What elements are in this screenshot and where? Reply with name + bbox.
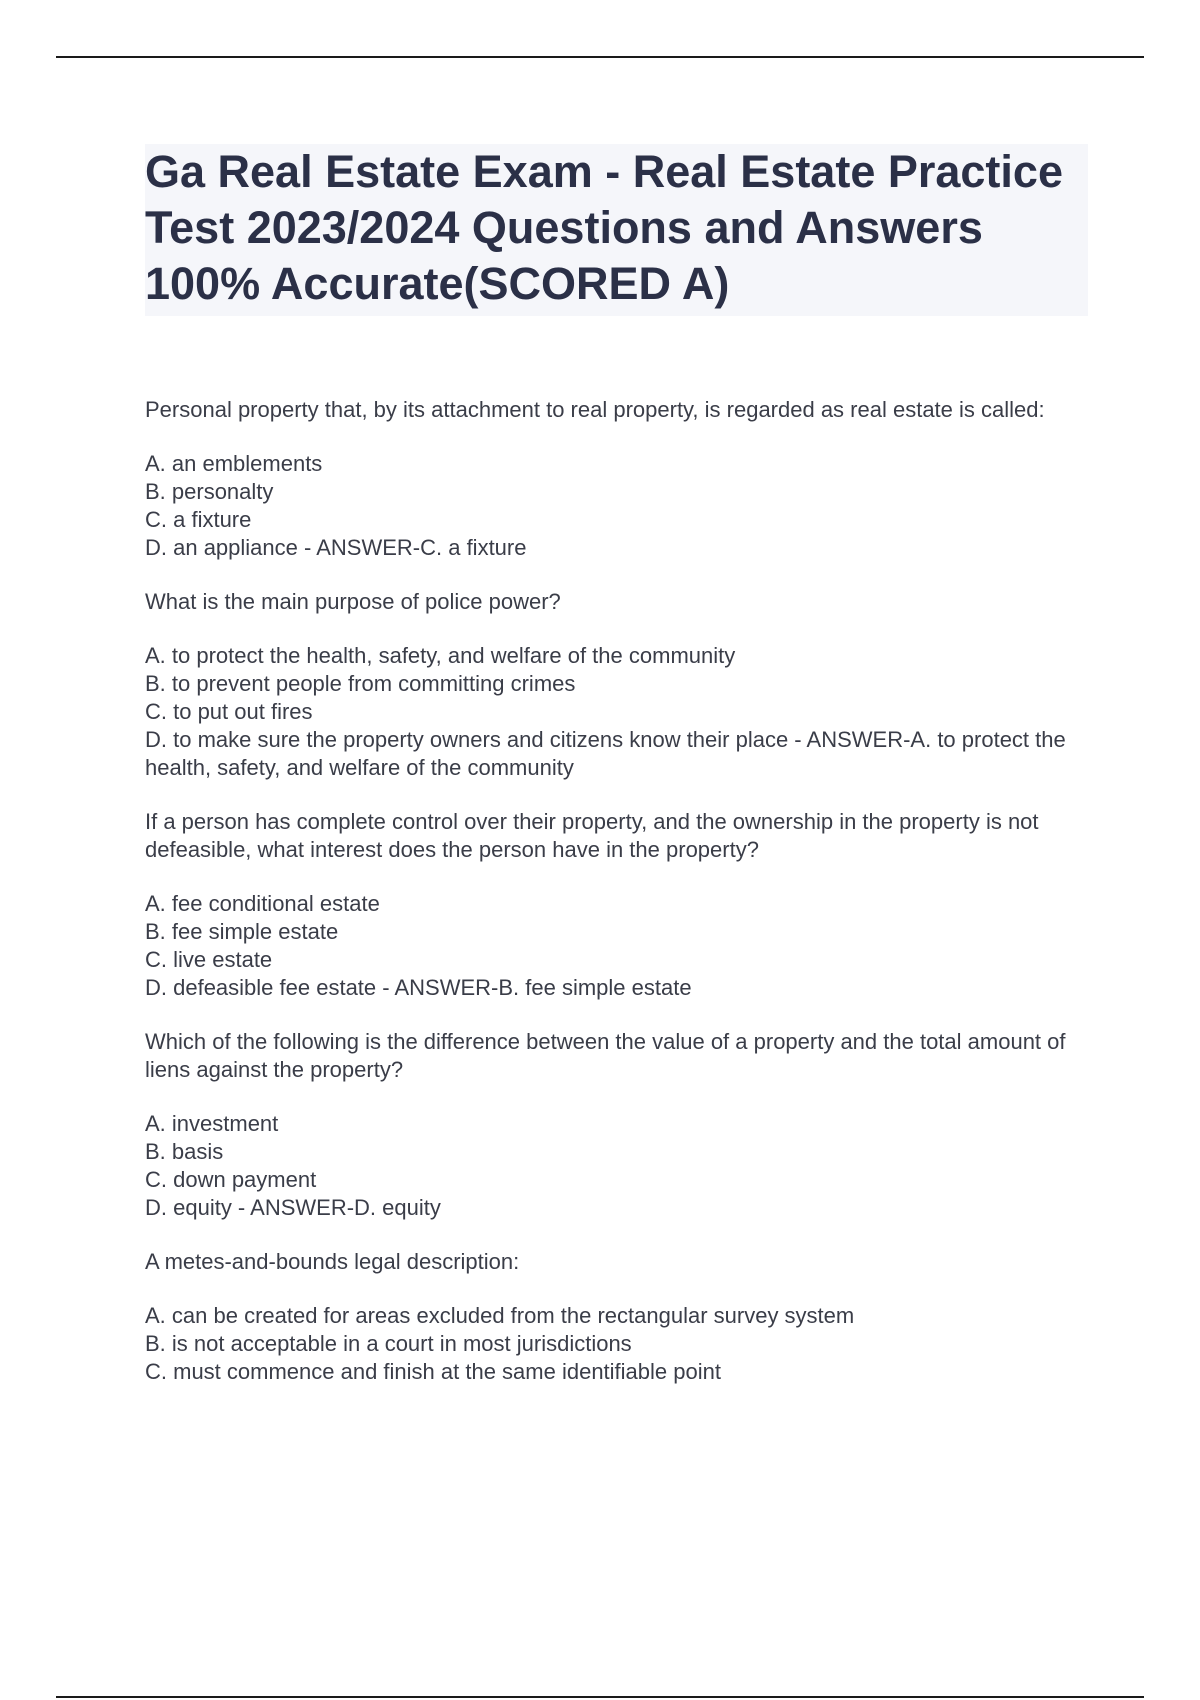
- option-b: B. personalty: [145, 479, 274, 504]
- option-c: C. down payment: [145, 1167, 317, 1192]
- option-a: A. an emblements: [145, 451, 323, 476]
- options-list: [145, 450, 1075, 562]
- question-item-2: [145, 588, 1075, 782]
- options-list: [145, 1302, 1075, 1386]
- question-item-1: [145, 396, 1075, 562]
- bottom-rule: [56, 1696, 1144, 1698]
- option-c: C. live estate: [145, 947, 273, 972]
- option-a: A. fee conditional estate: [145, 891, 380, 916]
- question-item-4: [145, 1028, 1075, 1222]
- top-rule: [56, 56, 1144, 58]
- question-text: If a person has complete control over their property, and the ownership in the property is not defeasible, what interest does the person have in the property?: [145, 809, 1039, 862]
- question-item-3: [145, 808, 1075, 1002]
- question-text: Which of the following is the difference between the value of a property and the total amount of liens against the property?: [145, 1029, 1066, 1082]
- option-a: A. can be created for areas excluded from the rectangular survey system: [145, 1303, 855, 1328]
- questions-section: [145, 396, 1075, 1412]
- option-a: A. to protect the health, safety, and welfare of the community: [145, 643, 736, 668]
- question-text: What is the main purpose of police power?: [145, 589, 561, 614]
- question-text: Personal property that, by its attachment to real property, is regarded as real estate is called:: [145, 397, 1045, 422]
- options-list: [145, 890, 1075, 1002]
- option-d-answer: D. an appliance - ANSWER-C. a fixture: [145, 535, 527, 560]
- document-title: Ga Real Estate Exam - Real Estate Practice Test 2023/2024 Questions and Answers 100% Accurate(SCORED A): [145, 146, 1063, 309]
- option-c: C. to put out fires: [145, 699, 313, 724]
- option-a: A. investment: [145, 1111, 279, 1136]
- options-list: [145, 642, 1075, 782]
- option-c: C. a fixture: [145, 507, 252, 532]
- option-d-answer: D. to make sure the property owners and citizens know their place - ANSWER-A. to protect the health, safety, and welfare of the community: [145, 727, 1066, 780]
- option-b: B. to prevent people from committing crimes: [145, 671, 576, 696]
- option-c: C. must commence and finish at the same identifiable point: [145, 1359, 721, 1384]
- title-block: [145, 144, 1088, 316]
- option-d-answer: D. defeasible fee estate - ANSWER-B. fee simple estate: [145, 975, 692, 1000]
- question-text: A metes-and-bounds legal description:: [145, 1249, 520, 1274]
- options-list: [145, 1110, 1075, 1222]
- option-d-answer: D. equity - ANSWER-D. equity: [145, 1195, 441, 1220]
- option-b: B. fee simple estate: [145, 919, 339, 944]
- option-b: B. is not acceptable in a court in most jurisdictions: [145, 1331, 632, 1356]
- option-b: B. basis: [145, 1139, 224, 1164]
- question-item-5: [145, 1248, 1075, 1386]
